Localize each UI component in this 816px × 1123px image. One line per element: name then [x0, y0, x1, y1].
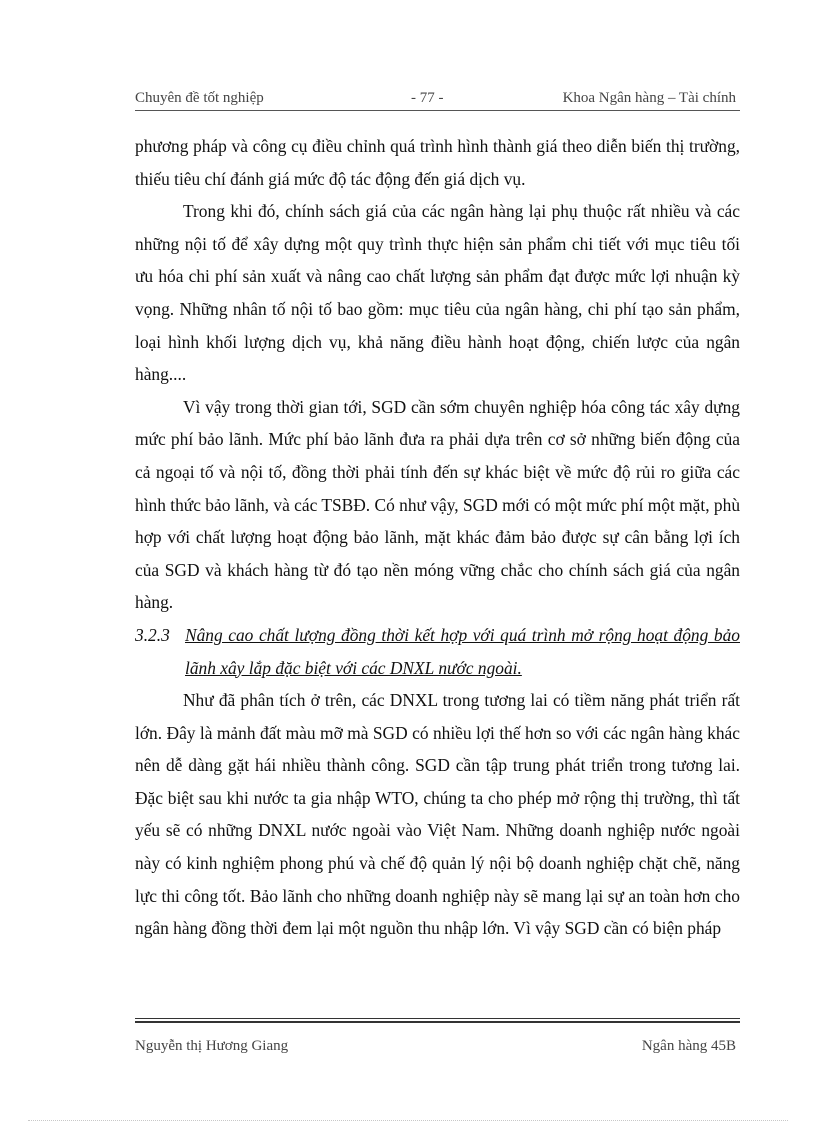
- header-thesis-label: Chuyên đề tốt nghiệp: [135, 90, 264, 106]
- paragraph-foreign-contractors: Như đã phân tích ở trên, các DNXL trong tương lai có tiềm năng phát triển rất lớn. Đây là mảnh đất màu mỡ mà SGD có nhiều lợi thế hơn so với các ngân hàng khác nên dễ dàng gặt hái nhiều thành công. SGD cần tập trung phát triển trong tương lai. Đặc biệt sau khi nước ta gia nhập WTO, chúng ta cho phép mở rộng thị trường, thì tất yếu sẽ có những DNXL nước ngoài vào Việt Nam. Những doanh nghiệp nước ngoài này có kinh nghiệm phong phú và chế độ quản lý nội bộ doanh nghiệp chặt chẽ, năng lực thi công tốt. Bảo lãnh cho những doanh nghiệp này sẽ mang lại sự an toàn hơn cho ngân hàng đồng thời đem lại một nguồn thu nhập lớn. Vì vậy SGD cần có biện pháp: [135, 690, 740, 939]
- paragraph-continued: phương pháp và công cụ điều chỉnh quá trình hình thành giá theo diễn biến thị trường, thiếu tiêu chí đánh giá mức độ tác động đến giá dịch vụ.: [135, 136, 740, 189]
- page-header: [135, 88, 740, 111]
- footer-author: Nguyễn thị Hương Giang: [135, 1038, 289, 1054]
- header-faculty-label: Khoa Ngân hàng – Tài chính: [562, 90, 736, 106]
- document-body: [135, 130, 740, 945]
- section-title: Nâng cao chất lượng đồng thời kết hợp với quá trình mở rộng hoạt động bảo lãnh xây lắp đặc biệt với các DNXL nước ngoài.: [185, 624, 740, 678]
- footer-rule-thick: [135, 1021, 740, 1023]
- header-page-number: - 77 -: [411, 90, 444, 106]
- paragraph-guarantee-fee: Vì vậy trong thời gian tới, SGD cần sớm chuyên nghiệp hóa công tác xây dựng mức phí bảo lãnh. Mức phí bảo lãnh đưa ra phải dựa trên cơ sở những biến động của cả ngoại tố và nội tố, đồng thời phải tính đến sự khác biệt về mức độ rủi ro giữa các hình thức bảo lãnh, và các TSBĐ. Có như vậy, SGD mới có một mức phí một mặt, phù hợp với chất lượng hoạt động bảo lãnh, mặt khác đảm bảo được sự cân bằng lợi ích của SGD và khách hàng từ đó tạo nền móng vững chắc cho chính sách giá của ngân hàng.: [135, 396, 741, 613]
- footer-rule-thin: [135, 1018, 740, 1019]
- section-heading: [135, 619, 740, 684]
- page-bottom-edge: [28, 1120, 788, 1121]
- paragraph-pricing-policy: Trong khi đó, chính sách giá của các ngân hàng lại phụ thuộc rất nhiều và các những nội tố để xây dựng một quy trình thực hiện sản phẩm chi tiết với mục tiêu tối ưu hóa chi phí sản xuất và nâng cao chất lượng sản phẩm đạt được mức lợi nhuận kỳ vọng. Những nhân tố nội tố bao gồm: mục tiêu của ngân hàng, chi phí tạo sản phẩm, loại hình khối lượng dịch vụ, khả năng điều hành hoạt động, chiến lược của ngân hàng....: [135, 201, 740, 385]
- footer-class: Ngân hàng 45B: [641, 1038, 736, 1054]
- section-number: 3.2.3: [135, 624, 170, 645]
